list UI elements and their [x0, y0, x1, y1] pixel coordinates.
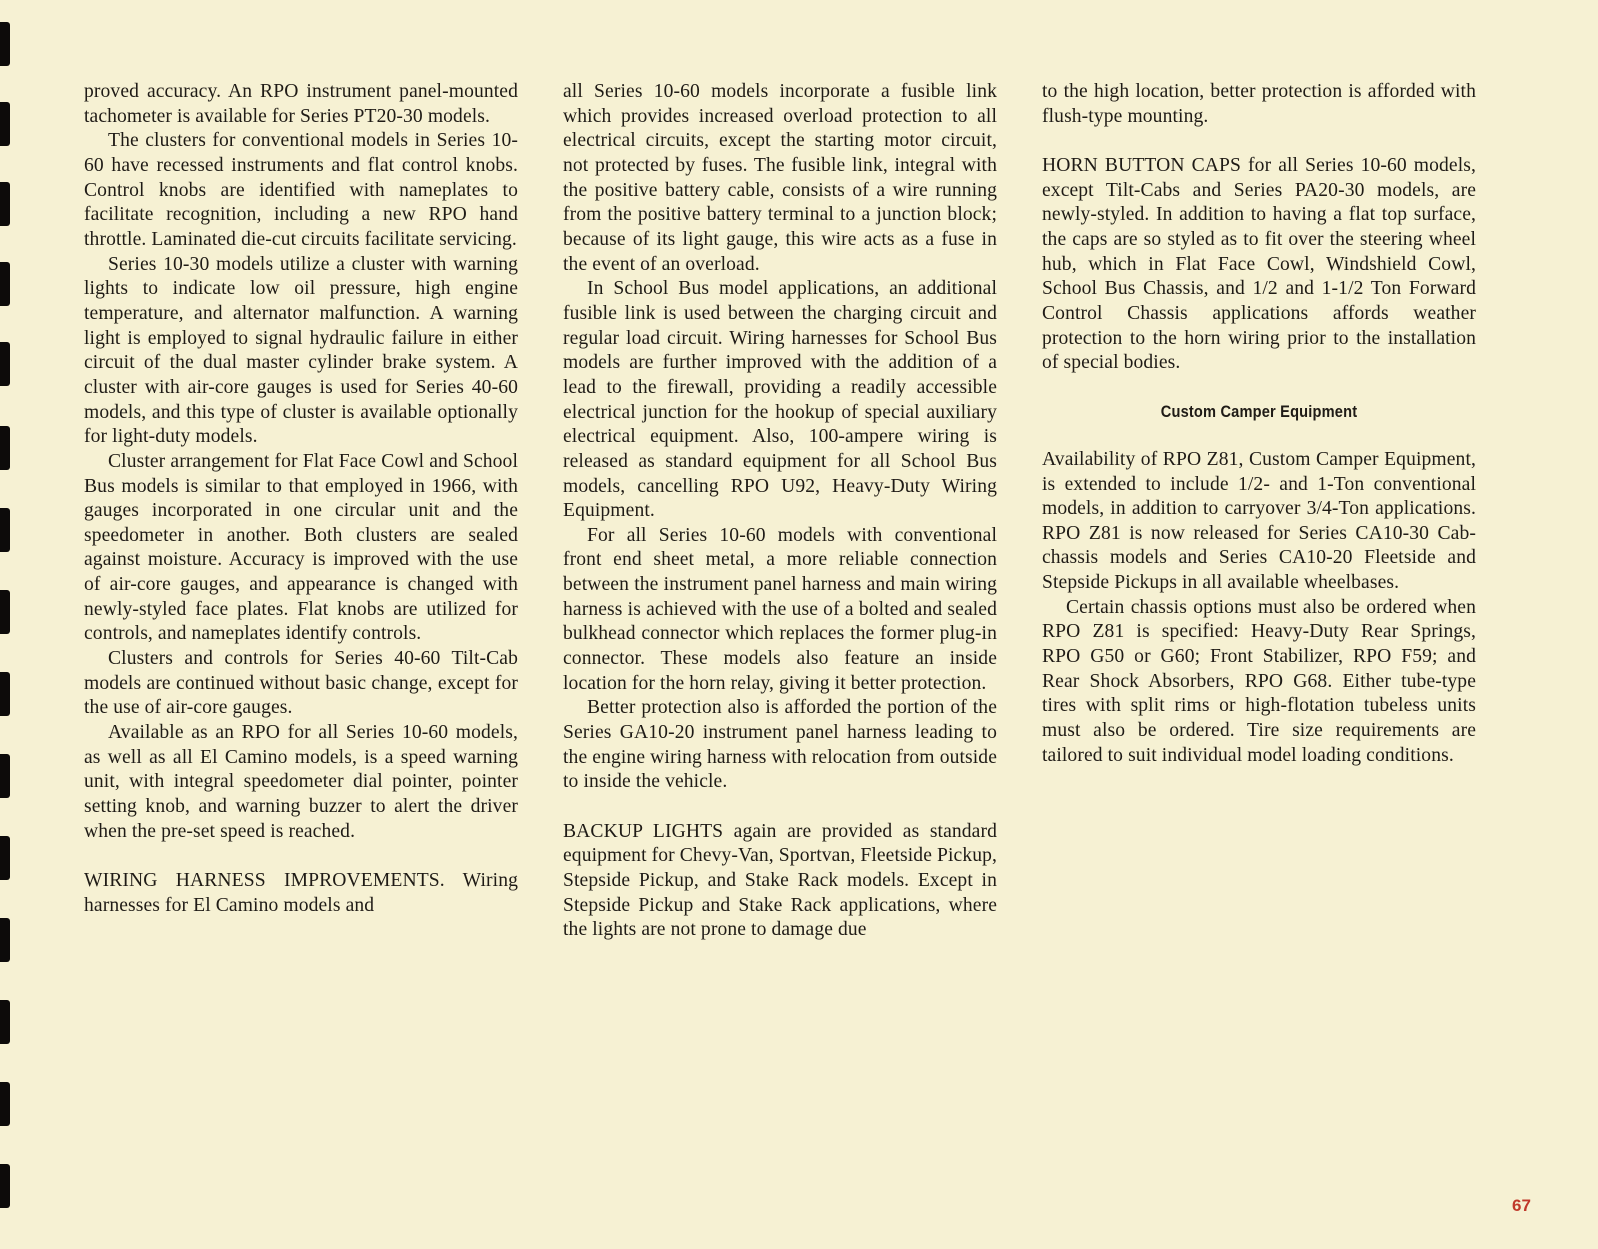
paragraph: Series 10-30 models utilize a cluster with warning lights to indicate low oil pressure, high engine temperature, and alternator malfunction. A warning light is employed to signal hydraulic failure in either circuit of the dual master cylinder brake system. A cluster with air-core gauges is used for Series 40-60 models, and this type of cluster is available optionally for light-duty models.	[84, 253, 518, 448]
paragraph: For all Series 10-60 models with conventional front end sheet metal, a more reliable connection between the instrument panel harness and main wiring harness is achieved with the use of a bolted and sealed bulkhead connector which replaces the former plug-in connector. These models also feature an inside location for the horn relay, giving it better protection.	[563, 524, 997, 694]
text-column-right	[1042, 80, 1476, 768]
paragraph: The clusters for conventional models in Series 10-60 have recessed instruments and flat control knobs. Control knobs are identified with nameplates to facilitate recognition, including a new RPO hand throttle. Laminated die-cut circuits facilitate servicing.	[84, 130, 518, 250]
section-heading-custom-camper: Custom Camper Equipment	[1160, 401, 1358, 421]
binder-hole	[0, 918, 10, 962]
text-column-left	[84, 80, 518, 918]
binder-holes	[0, 0, 14, 1249]
binder-hole	[0, 1000, 10, 1044]
section-paragraph-wiring-harness: WIRING HARNESS IMPROVEMENTS. Wiring harnesses for El Camino models and	[84, 869, 518, 916]
paragraph: Availability of RPO Z81, Custom Camper Equipment, is extended to include 1/2- and 1-Ton conventional models, in addition to carryover 3/4-Ton applications. RPO Z81 is now released for Series CA10-30 Cab-chassis models and Series CA10-20 Fleetside and Stepside Pickups in all available wheelbases.	[1042, 448, 1476, 594]
page-number: 67	[1512, 1196, 1531, 1215]
binder-hole	[0, 672, 10, 716]
paragraph: Clusters and controls for Series 40-60 Tilt-Cab models are continued without basic change, except for the use of air-core gauges.	[84, 648, 518, 719]
paragraph: In School Bus model applications, an additional fusible link is used between the charging circuit and regular load circuit. Wiring harnesses for School Bus models are further improved with the addition of a lead to the firewall, providing a readily accessible electrical junction for the hookup of special auxiliary electrical equipment. Also, 100-ampere wiring is released as standard equipment for all School Bus models, cancelling RPO U92, Heavy-Duty Wiring Equipment.	[563, 278, 997, 522]
binder-hole	[0, 1082, 10, 1126]
paragraph: Certain chassis options must also be ordered when RPO Z81 is specified: Heavy-Duty Rear Springs, RPO G50 or G60; Front Stabilizer, RPO F59; and Rear Shock Absorbers, RPO G68. Either tube-type tires with split rims or high-flotation tubeless units must also be ordered. Tire size requirements are tailored to suit individual model loading conditions.	[1042, 596, 1476, 766]
paragraph: Available as an RPO for all Series 10-60 models, as well as all El Camino models, is a speed warning unit, with integral speedometer dial pointer, pointer setting knob, and warning buzzer to alert the driver when the pre-set speed is reached.	[84, 722, 518, 842]
binder-hole	[0, 754, 10, 798]
binder-hole	[0, 426, 10, 470]
paragraph: Better protection also is afforded the portion of the Series GA10-20 instrument panel harness leading to the engine wiring harness with relocation from outside to inside the vehicle.	[563, 697, 997, 793]
binder-hole	[0, 102, 10, 146]
paragraph: to the high location, better protection is afforded with flush-type mounting.	[1042, 81, 1476, 127]
paragraph: Cluster arrangement for Flat Face Cowl and School Bus models is similar to that employed in 1966, with gauges incorporated in one circular unit and the speedometer in another. Both clusters are sealed against moisture. Accuracy is improved with the use of air-core gauges, and appearance is changed with newly-styled face plates. Flat knobs are utilized for controls, and nameplates identify controls.	[84, 450, 518, 645]
text-column-middle	[563, 80, 997, 943]
paragraph: all Series 10-60 models incorporate a fusible link which provides increased overload protection to all electrical circuits, except the starting motor circuit, not protected by fuses. The fusible link, integral with the positive battery cable, consists of a wire running from the positive battery terminal to a junction block; because of its light gauge, this wire acts as a fuse in the event of an overload.	[563, 81, 997, 275]
binder-hole	[0, 182, 10, 226]
binder-hole	[0, 590, 10, 634]
binder-hole	[0, 22, 10, 66]
section-paragraph-backup-lights: BACKUP LIGHTS again are provided as standard equipment for Chevy-Van, Sportvan, Fleetside Pickup, Stepside Pickup, and Stake Rack models. Except in Stepside Pickup and Stake Rack applications, where the lights are not prone to damage due	[563, 820, 998, 941]
section-paragraph-horn-button-caps: HORN BUTTON CAPS for all Series 10-60 models, except Tilt-Cabs and Series PA20-30 models, are newly-styled. In addition to having a flat top surface, the caps are so styled as to fit over the steering wheel hub, which in Flat Face Cowl, Windshield Cowl, School Bus Chassis, and 1/2 and 1-1/2 Ton Forward Control Chassis applications affords weather protection to the horn wiring prior to the installation of special bodies.	[1042, 154, 1476, 374]
binder-hole	[0, 1164, 10, 1208]
binder-hole	[0, 836, 10, 880]
binder-hole	[0, 342, 10, 386]
binder-hole	[0, 262, 10, 306]
paragraph: proved accuracy. An RPO instrument panel-mounted tachometer is available for Series PT20-30 models.	[84, 81, 518, 127]
binder-hole	[0, 508, 10, 552]
